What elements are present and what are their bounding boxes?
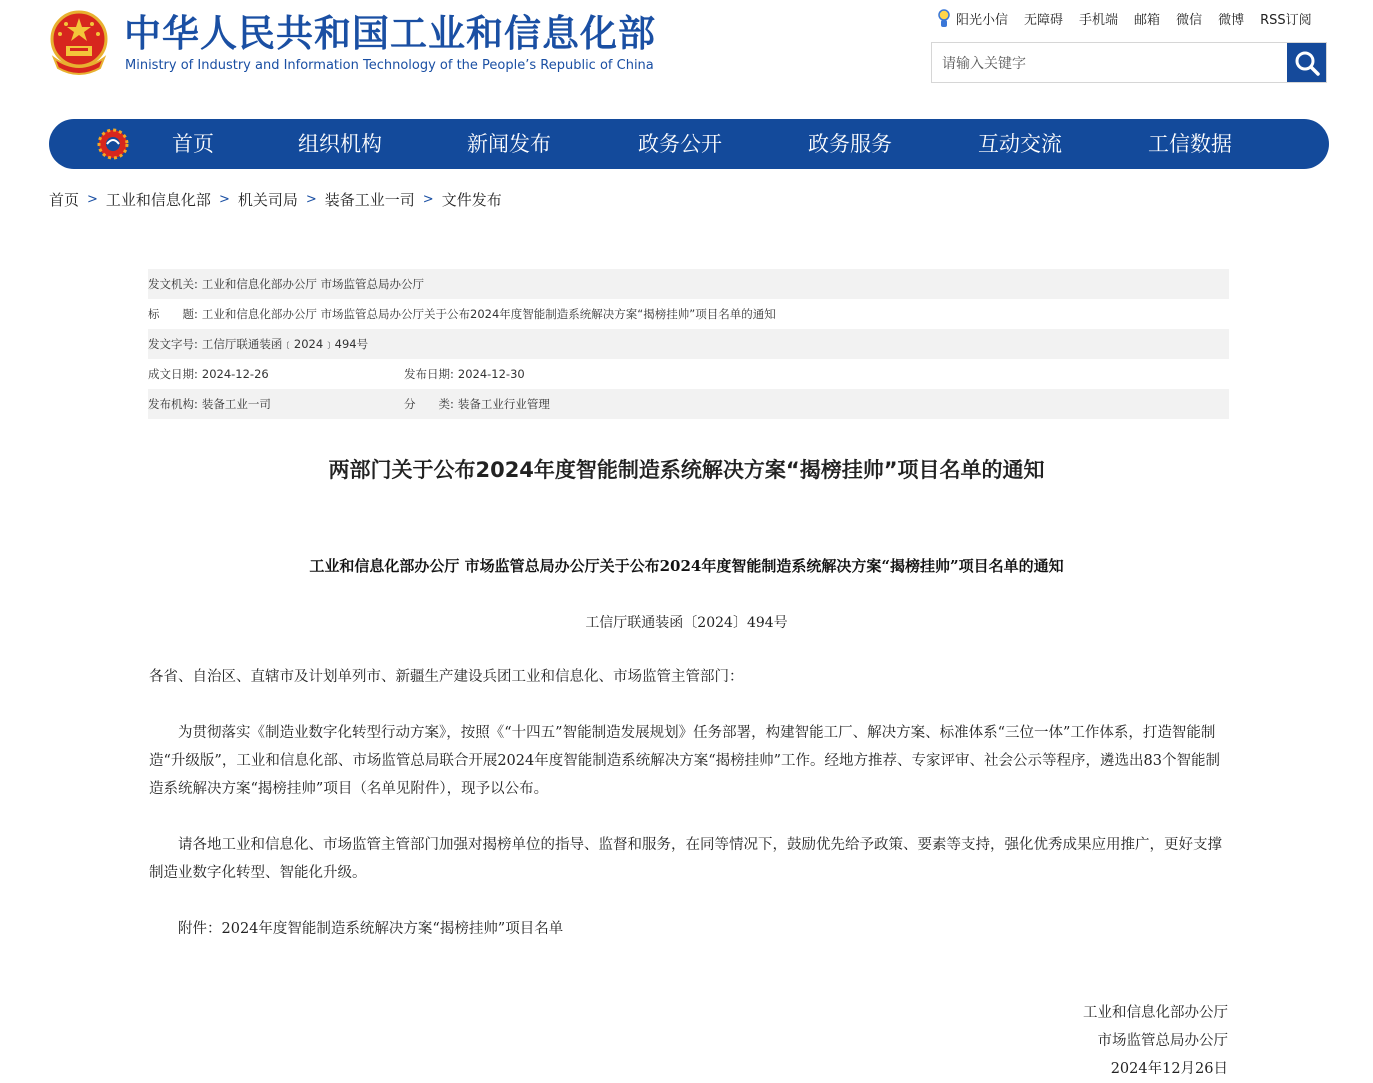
site-title[interactable]: 中华人民共和国工业和信息化部 (124, 12, 656, 55)
main-nav (49, 119, 1329, 169)
meta-doc-no: 工信厅联通装函﹝2024﹞494号 (201, 337, 369, 351)
body-paragraph-1: 为贯彻落实《制造业数字化转型行动方案》，按照《“十四五”智能制造发展规划》任务部署，构建智能工厂、解决方案、标准体系“三位一体”工作体系，打造智能制造“升级版”，工业和信息化部、市场监管总局联合开展2024年度智能制造系统解决方案“揭榜挂帅”工作。经地方推荐、专家评审、社会公示等程序，遴选出83个智能制造系统解决方案“揭榜挂帅”项目（名单见附件），现予以公布。 (149, 725, 1220, 797)
nav-item-news[interactable]: 新闻发布 (467, 132, 551, 156)
signoff-samr: 市场监管总局办公厅 (1097, 1033, 1228, 1049)
attachment-link[interactable]: 附件：2024年度智能制造系统解决方案“揭榜挂帅”项目名单 (178, 921, 564, 937)
top-link-wechat[interactable]: 微信 (1176, 12, 1203, 28)
breadcrumb-separator-icon: > (87, 192, 98, 207)
top-link-mobile[interactable]: 手机端 (1079, 12, 1119, 28)
body-paragraph-2: 请各地工业和信息化、市场监管主管部门加强对揭榜单位的指导、监督和服务，在同等情况下，鼓励优先给予政策、要素等支持，强化优秀成果应用推广，更好支撑制造业数字化转型、智能化升级。 (149, 837, 1222, 881)
site-subtitle: Ministry of Industry and Information Technology of the People’s Republic of China (125, 58, 654, 73)
breadcrumb-departments[interactable]: 机关司局 (237, 191, 298, 209)
meta-title: 工业和信息化部办公厅 市场监管总局办公厅关于公布2024年度智能制造系统解决方案“揭榜挂帅”项目名单的通知 (201, 307, 776, 321)
search-button[interactable] (1287, 43, 1326, 82)
nav-item-organization[interactable]: 组织机构 (298, 132, 382, 156)
document-number: 工信厅联通装函〔2024〕494号 (585, 615, 788, 631)
meta-issuer: 工业和信息化部办公厅 市场监管总局办公厅 (201, 277, 425, 291)
nav-item-gov-affairs[interactable]: 政务公开 (638, 132, 722, 156)
search-icon (1294, 50, 1320, 76)
article-title: 两部门关于公布2024年度智能制造系统解决方案“揭榜挂帅”项目名单的通知 (328, 458, 1045, 482)
meta-created: 2024-12-26 (201, 367, 269, 381)
meta-label: 发布机构: (148, 397, 198, 411)
breadcrumb (49, 189, 502, 210)
top-link-rss[interactable]: RSS订阅 (1260, 12, 1312, 28)
meta-row-issuer (148, 269, 1229, 299)
meta-row-dates (148, 359, 1229, 389)
meta-row-org (148, 389, 1229, 419)
nav-item-gov-services[interactable]: 政务服务 (808, 132, 892, 156)
top-link-weibo[interactable]: 微博 (1218, 12, 1245, 28)
signoff-miit: 工业和信息化部办公厅 (1083, 1005, 1228, 1021)
search-box (931, 42, 1327, 83)
search-input[interactable] (940, 47, 1284, 80)
miit-gear-logo-icon[interactable] (97, 128, 129, 160)
breadcrumb-separator-icon: > (218, 192, 230, 207)
nav-item-data[interactable]: 工信数据 (1148, 132, 1232, 156)
meta-label: 发文机关: (148, 277, 198, 291)
breadcrumb-documents[interactable]: 文件发布 (441, 191, 502, 209)
meta-row-title (148, 299, 1229, 329)
breadcrumb-separator-icon: > (305, 192, 317, 207)
meta-label: 发布日期: (404, 367, 454, 381)
top-links (936, 8, 1312, 28)
meta-label: 成文日期: (148, 367, 198, 381)
meta-cell-category (404, 396, 550, 412)
meta-published: 2024-12-30 (457, 367, 525, 381)
top-link-accessibility[interactable]: 无障碍 (1024, 12, 1064, 28)
meta-org: 装备工业一司 (201, 397, 271, 411)
nav-item-home[interactable]: 首页 (172, 132, 214, 156)
meta-category: 装备工业行业管理 (457, 397, 550, 411)
site-header (0, 0, 1373, 100)
meta-cell-created (148, 366, 404, 382)
salutation: 各省、自治区、直辖市及计划单列市、新疆生产建设兵团工业和信息化、市场监管主管部门： (149, 669, 744, 685)
meta-label: 标 题: (148, 307, 198, 321)
meta-label: 发文字号: (148, 337, 198, 351)
top-link-sunshine[interactable]: 阳光小信 (956, 12, 1009, 28)
breadcrumb-equipment-dept[interactable]: 装备工业一司 (324, 191, 415, 209)
nav-item-interaction[interactable]: 互动交流 (978, 132, 1062, 156)
national-emblem-icon[interactable] (48, 10, 110, 76)
signoff-date: 2024年12月26日 (1110, 1061, 1228, 1077)
breadcrumb-separator-icon: > (422, 192, 434, 207)
meta-cell-published (404, 366, 525, 382)
sunshine-mascot-icon (936, 8, 952, 28)
breadcrumb-home[interactable]: 首页 (49, 191, 80, 209)
meta-row-doc-no (148, 329, 1229, 359)
document-title: 工业和信息化部办公厅 市场监管总局办公厅关于公布2024年度智能制造系统解决方案“揭榜挂帅”项目名单的通知 (309, 557, 1064, 575)
top-link-mail[interactable]: 邮箱 (1134, 12, 1161, 28)
meta-cell-org (148, 396, 404, 412)
document-meta-table (148, 269, 1229, 419)
breadcrumb-miit[interactable]: 工业和信息化部 (105, 191, 211, 209)
meta-label: 分 类: (404, 397, 454, 411)
